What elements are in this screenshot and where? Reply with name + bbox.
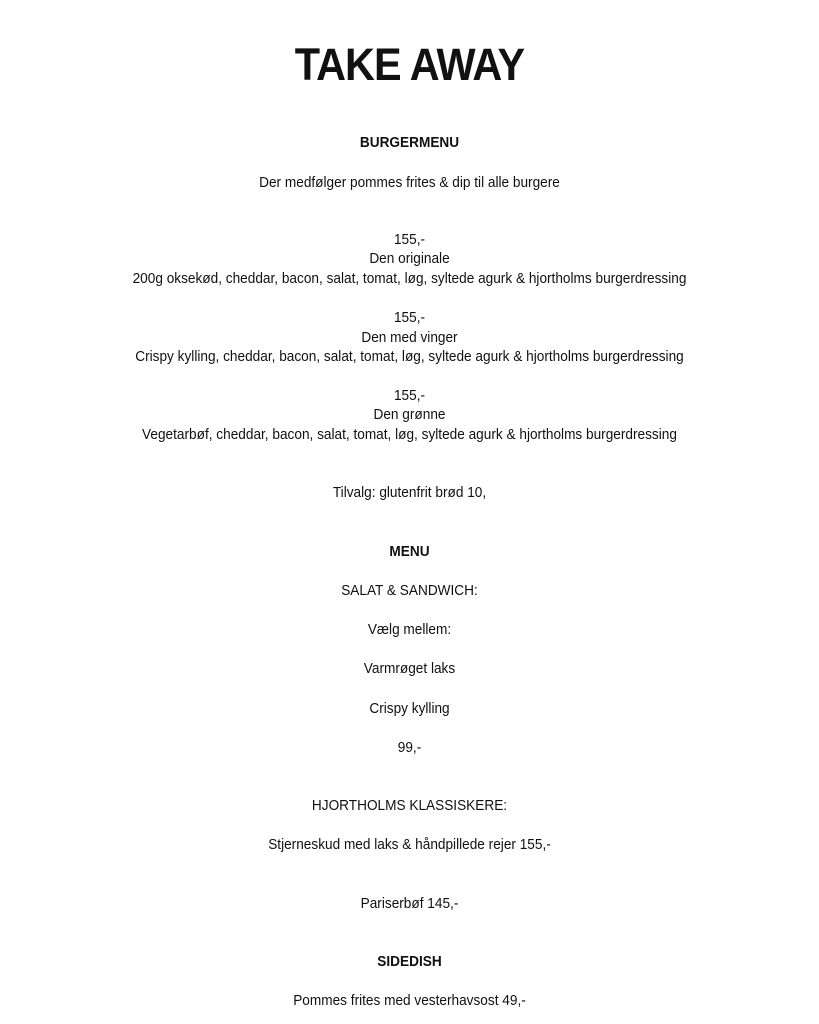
burger-name: Den originale: [369, 251, 450, 267]
classics-item: Pariserbøf 145,-: [360, 896, 459, 912]
burger-description: Vegetarbøf, cheddar, bacon, salat, tomat, løg, syltede agurk & hjortholms burgerdressing: [142, 427, 677, 443]
burger-name: Den grønne: [373, 407, 446, 423]
burger-description: Crispy kylling, cheddar, bacon, salat, tomat, løg, syltede agurk & hjortholms burgerdressing: [135, 349, 684, 365]
menu-heading: MENU: [389, 544, 430, 560]
page-title: TAKE AWAY: [294, 39, 525, 90]
burger-price: 155,-: [393, 310, 426, 326]
classics-label: HJORTHOLMS KLASSISKERE:: [311, 798, 508, 814]
burgermenu-intro: Der medfølger pommes frites & dip til alle burgere: [259, 175, 560, 191]
salad-sandwich-choose: Vælg mellem:: [367, 622, 452, 638]
burger-price: 155,-: [393, 232, 426, 248]
salad-sandwich-option: Crispy kylling: [369, 701, 450, 717]
sidedish-heading: SIDEDISH: [377, 954, 442, 970]
sidedish-item: Pommes frites med vesterhavsost 49,-: [293, 993, 526, 1009]
burger-description: 200g oksekød, cheddar, bacon, salat, tomat, løg, syltede agurk & hjortholms burgerdressing: [132, 271, 687, 287]
salad-sandwich-option: Varmrøget laks: [363, 661, 456, 677]
classics-item: Stjerneskud med laks & håndpillede rejer 155,-: [268, 837, 551, 853]
burger-price: 155,-: [393, 388, 426, 404]
burger-addon: Tilvalg: glutenfrit brød 10,: [332, 485, 487, 501]
salad-sandwich-price: 99,-: [397, 740, 422, 756]
burgermenu-heading: BURGERMENU: [359, 135, 460, 151]
salad-sandwich-label: SALAT & SANDWICH:: [341, 583, 478, 599]
burger-name: Den med vinger: [361, 330, 458, 346]
